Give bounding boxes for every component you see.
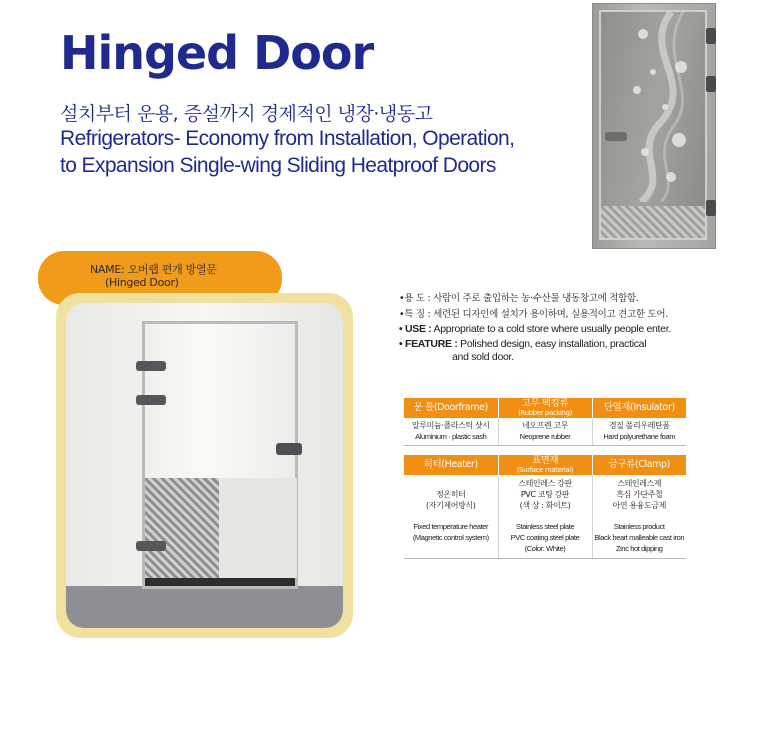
checker-plate	[145, 478, 219, 578]
feature-english	[399, 338, 646, 350]
usage-text: Appropriate to a cold store where usually people enter.	[431, 323, 671, 335]
spec-table-components	[404, 455, 686, 559]
door-panel	[599, 10, 707, 240]
spec-value-row	[404, 475, 686, 558]
header-clamp: 금구류(Clamp)	[592, 455, 686, 475]
hinge	[706, 76, 716, 92]
feature-korean: •특 징 : 세련된 디자인에 설치가 용이하며, 실용적이고 견고한 도어.	[399, 309, 668, 320]
hinge	[706, 200, 716, 216]
feature-text: Polished design, easy installation, practical	[457, 338, 647, 350]
cell-surface-material: 스테인레스 강판 PVC 코팅 강판 (색 상 : 화이트) Stainless steel plate PVC coating steel plate (Color: White)	[498, 475, 592, 558]
product-photo-frame	[56, 293, 353, 638]
header-doorframe: 문 틀(Doorframe)	[404, 398, 498, 418]
usage-english	[399, 323, 671, 335]
hinge	[136, 541, 166, 551]
spec-value-row	[404, 418, 686, 445]
door-lower-panel	[219, 478, 297, 578]
spec-header-row	[404, 455, 686, 475]
spec-table-materials	[404, 398, 686, 446]
header-rubber-packing: 고무 팩킹류 (Rubber packing)	[498, 398, 592, 418]
floor	[66, 586, 343, 628]
subtitle-korean: 설치부터 운용, 증설까지 경제적인 냉장·냉동고	[60, 103, 433, 125]
cell-clamp: 스테인레스제 흑심 가단주철 아연 용융도금제 Stainless product Black heart malleable cast iron Zinc hot dipping	[592, 475, 686, 558]
hinge	[136, 395, 166, 405]
header-heater: 히터(Heater)	[404, 455, 498, 475]
subtitle-english-line-1: Refrigerators- Economy from Installation, Operation,	[60, 127, 515, 150]
cell-doorframe: 알루미늄·플라스틱 샷시 Aluminium · plastic sash	[404, 418, 498, 445]
cell-insulator: 경질 폴리우레탄폼 Hard polyurethane foam	[592, 418, 686, 445]
usage-korean: •용 도 : 사람이 주로 출입하는 농·수산물 냉동창고에 적합함.	[399, 293, 639, 304]
subtitle-english-line-2: to Expansion Single-wing Sliding Heatproof Doors	[60, 154, 496, 177]
header-surface-material: 표면재 (Surface material)	[498, 455, 592, 475]
snowflake-swirl-graphic	[601, 12, 709, 202]
door-sweep	[145, 578, 295, 586]
cell-heater: 정온히터 (자기제어방식) Fixed temperature heater (Magnetic control system)	[404, 475, 498, 558]
product-photo	[66, 303, 343, 628]
feature-english-continued: and sold door.	[452, 351, 514, 363]
page-title: Hinged Door	[60, 26, 374, 80]
door-handle	[276, 443, 302, 455]
hinge	[706, 28, 716, 44]
cell-rubber-packing: 네오프렌 고무 Neoprene rubber	[498, 418, 592, 445]
checker-plate	[601, 206, 705, 238]
product-name-korean: NAME: 오버랩 편개 방열문	[90, 263, 217, 276]
feature-label: • FEATURE :	[399, 338, 458, 350]
product-name-english: (Hinged Door)	[105, 276, 179, 289]
hinge	[136, 361, 166, 371]
door-photo-decorated	[592, 3, 716, 249]
header-insulator: 단열재(Insulator)	[592, 398, 686, 418]
door-handle	[605, 132, 627, 141]
usage-label: • USE :	[399, 323, 432, 335]
spec-header-row	[404, 398, 686, 418]
